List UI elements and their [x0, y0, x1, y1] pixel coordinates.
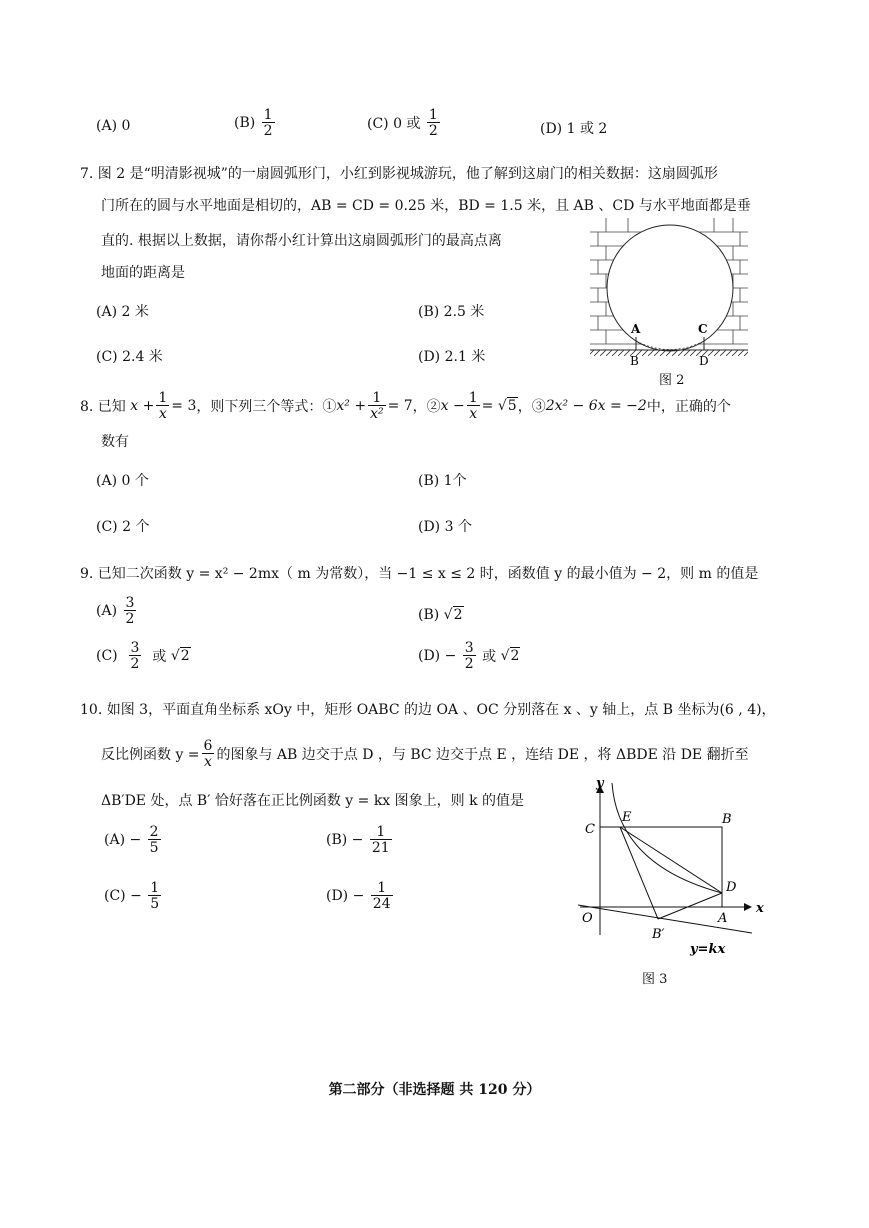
q10-d-num: 1 — [377, 880, 387, 896]
q8-c2: x − — [440, 398, 465, 414]
q10-d-prefix: (D) − — [326, 888, 365, 904]
q10-c-num: 1 — [150, 880, 160, 896]
q7-option-d: (D) 2.1 米 — [418, 349, 486, 365]
q7-line-2: 门所在的圆与水平地面是相切的，AB = CD = 0.25 米，BD = 1.5 米，且 AB 、CD 与水平地面都是垂 — [101, 198, 751, 214]
q7-line-1: 7. 图 2 是“明清影视城”的一扇圆弧形门，小红到影视城游玩，他了解到这扇门的相关数据：这扇圆弧形 — [80, 166, 718, 182]
q10-a-num: 2 — [149, 824, 159, 840]
ground-hatch — [590, 350, 748, 356]
fig2-label-b: B — [630, 354, 639, 366]
q9-b-prefix: (B) — [418, 607, 440, 623]
q8-mid: ，则下列三个等式：① — [196, 399, 337, 415]
fig3-label-line: y=kx — [690, 942, 726, 957]
q9-d-sqrt2: 2 — [510, 648, 520, 664]
q10-c-den: 5 — [150, 896, 160, 912]
q8-line-2: 数有 — [101, 434, 129, 450]
q7-option-b: (B) 2.5 米 — [418, 304, 485, 320]
q6-option-b-prefix: (B) — [234, 115, 256, 131]
q8-stem: 8. 已知 x + $\frac{1}{x}$ = 3 ，则下列三个等式：① x² + $\frac{1}{\text{x²}}$ = 7 ，② x − $\frac{1}{x}$ = √ 5 ，③ 2x² − 6x = −2 中，正确的个 — [80, 390, 731, 422]
q8-x-plus: x + — [130, 398, 155, 414]
fig3-caption: 图 3 — [642, 972, 668, 987]
q9-c-prefix: (C) — [96, 648, 118, 664]
q9-c-or: 或 — [152, 649, 167, 665]
segment-b-prime-d — [658, 893, 722, 919]
q10-option-c — [104, 881, 163, 911]
q7-line-3: 直的. 根据以上数据，请你帮小红计算出这扇圆弧形门的最高点离 — [101, 233, 502, 249]
q8-f1-num: 1 — [158, 390, 168, 406]
q10-f-den: x — [202, 753, 215, 769]
q8-sqrt5: 5 — [507, 398, 517, 414]
hyperbola-curve — [612, 783, 722, 893]
q8-option-d: (D) 3 个 — [418, 519, 472, 535]
fig3-label-a: A — [718, 911, 728, 926]
q8-f3-den: x — [467, 405, 480, 421]
q9-c-den: 2 — [130, 656, 140, 672]
fig2-label-a: A — [631, 322, 641, 336]
q8-f2-num: 1 — [372, 390, 382, 406]
q8-sep2: ，② — [412, 399, 441, 415]
q10-line-3: ΔB′DE 处，点 B′ 恰好落在正比例函数 y = kx 图象上，则 k 的值是 — [101, 793, 525, 809]
fig2-label-c: C — [698, 322, 708, 336]
q10-c-prefix: (C) − — [104, 888, 142, 904]
q8-prefix: 8. 已知 — [80, 399, 126, 415]
q9-stem: 9. 已知二次函数 y = x² − 2mx（ m 为常数），当 −1 ≤ x ≤ 2 时，函数值 y 的最小值为 − 2，则 m 的值是 — [80, 566, 759, 582]
q8-option-c: (C) 2 个 — [96, 519, 150, 535]
q10-line2-b: 的图象与 AB 边交于点 D ，与 BC 边交于点 E ，连结 DE ，将 ΔBDE 沿 DE 翻折至 — [216, 747, 749, 763]
q6-c-num: 1 — [428, 107, 438, 123]
q10-option-a — [104, 825, 163, 855]
q6-option-a: (A) 0 — [96, 118, 131, 134]
q8-tail: 中，正确的个 — [646, 399, 731, 415]
q6-b-den: 2 — [263, 123, 273, 139]
q8-eq7: = 7 — [387, 398, 413, 414]
fig3-label-y: y — [596, 776, 604, 791]
q8-eq-sqrt: = — [481, 398, 494, 414]
fig3-label-b: B — [722, 812, 732, 827]
q9-d-prefix: (D) − — [418, 648, 457, 664]
q10-option-d — [326, 881, 395, 911]
q10-line-2 — [101, 733, 749, 775]
coordinate-figure — [570, 775, 775, 960]
fig3-label-c: C — [585, 822, 595, 837]
fig3-label-e: E — [622, 810, 632, 825]
segment-eb-prime — [620, 827, 658, 919]
q10-option-b — [326, 825, 394, 855]
q9-c-sqrt2: 2 — [180, 648, 190, 664]
q9-d-or: 或 — [482, 649, 497, 665]
q8-option-a: (A) 0 个 — [96, 473, 149, 489]
q9-c-num: 3 — [130, 640, 140, 656]
q8-eq3: = 3 — [171, 398, 197, 414]
part2-title: 第二部分（非选择题 共 120 分） — [328, 1082, 541, 1098]
q7-option-a: (A) 2 米 — [96, 304, 149, 320]
q9-option-d: (D) − $\frac{3}{2}$ 或 √2 — [418, 640, 520, 672]
q10-b-prefix: (B) − — [326, 832, 364, 848]
q9-option-b: (B) √2 — [418, 607, 463, 623]
q6-option-c — [367, 108, 442, 138]
q6-option-b — [234, 108, 277, 138]
q8-sep3: ，③ — [517, 399, 546, 415]
q6-b-num: 1 — [263, 107, 273, 123]
fig3-label-x: x — [756, 901, 764, 916]
q10-b-num: 1 — [376, 824, 386, 840]
arch-circle — [607, 225, 733, 351]
fig3-label-o: O — [582, 911, 593, 926]
q8-f1-den: x — [156, 405, 169, 421]
segment-de — [620, 827, 722, 893]
q9-a-prefix: (A) — [96, 603, 118, 619]
q8-f3-num: 1 — [468, 390, 478, 406]
q10-line2-a: 反比例函数 y = — [101, 747, 200, 763]
q8-f2-den: x² — [370, 406, 384, 422]
fig3-label-b-prime: B′ — [652, 927, 665, 942]
fig3-label-d: D — [726, 880, 737, 895]
q9-option-a — [96, 596, 138, 626]
q9-a-den: 2 — [125, 611, 135, 627]
q9-b-sqrt2: 2 — [453, 607, 463, 623]
q10-a-den: 5 — [149, 840, 159, 856]
q8-c3: 2x² − 6x = −2 — [545, 398, 647, 414]
q9-d-num: 3 — [464, 640, 474, 656]
fig2-label-d: D — [699, 354, 709, 366]
q7-line-4: 地面的距离是 — [101, 265, 185, 281]
q10-d-den: 24 — [372, 896, 391, 912]
q10-a-prefix: (A) − — [104, 832, 142, 848]
q6-option-c-prefix: (C) 0 或 — [367, 116, 421, 132]
fig2-caption: 图 2 — [659, 373, 685, 388]
q6-c-den: 2 — [428, 123, 438, 139]
q10-b-den: 21 — [371, 840, 390, 856]
q8-c1: x² + — [336, 398, 367, 414]
arch-door-figure — [588, 218, 754, 366]
q9-a-num: 3 — [125, 595, 135, 611]
q9-option-c: (C) $\frac{3}{2}$ 或 √2 — [96, 640, 190, 672]
q8-option-b: (B) 1个 — [418, 473, 467, 489]
q7-option-c: (C) 2.4 米 — [96, 349, 163, 365]
q10-line-1: 10. 如图 3，平面直角坐标系 xOy 中，矩形 OABC 的边 OA 、OC 分别落在 x 、y 轴上，点 B 坐标为(6 , 4)， — [80, 702, 776, 718]
q9-d-den: 2 — [464, 656, 474, 672]
q10-f-num: 6 — [203, 738, 213, 754]
q6-option-d: (D) 1 或 2 — [540, 121, 608, 137]
